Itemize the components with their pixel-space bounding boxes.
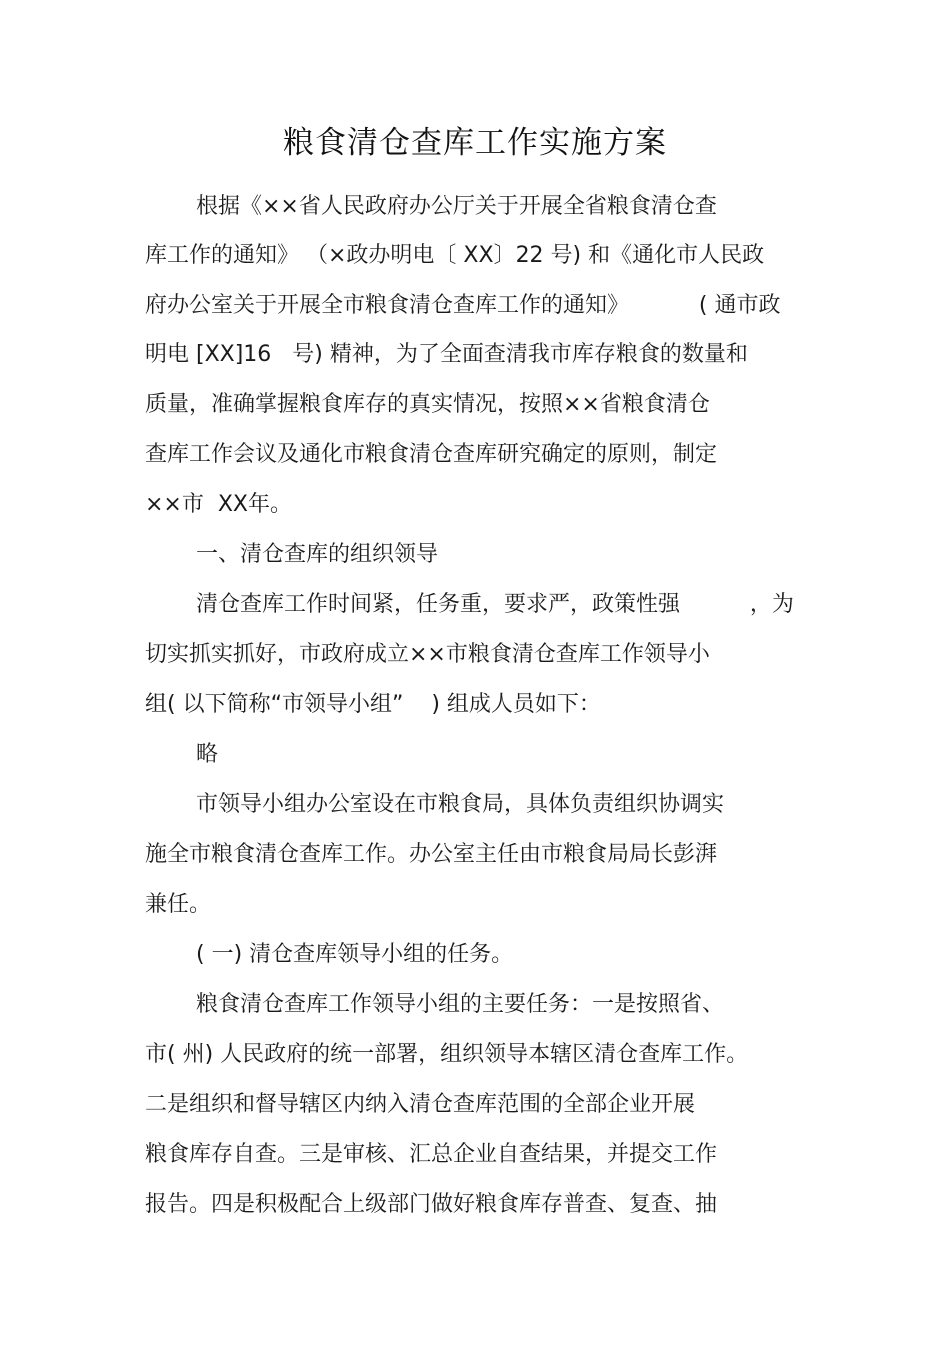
paragraph-line: 组( 以下简称“市领导小组” ) 组成人员如下： — [145, 692, 601, 717]
paragraph-line: 市领导小组办公室设在市粮食局，具体负责组织协调实 — [196, 792, 725, 817]
paragraph-line: 粮食清仓查库工作领导小组的主要任务：一是按照省、 — [196, 992, 725, 1017]
paragraph-line: 质量，准确掌握粮食库存的真实情况，按照××省粮食清仓 — [145, 392, 710, 417]
paragraph-line: 报告。四是积极配合上级部门做好粮食库存普查、复查、抽 — [145, 1192, 718, 1217]
paragraph-line: 切实抓实抓好，市政府成立××市粮食清仓查库工作领导小 — [145, 642, 710, 667]
document-title: 粮食清仓查库工作实施方案 — [283, 125, 667, 161]
paragraph-line: 府办公室关于开展全市粮食清仓查库工作的通知》 ( 通市政 — [145, 293, 781, 318]
paragraph-line: 明电 [XX]16 号) 精神，为了全面查清我市库存粮食的数量和 — [145, 342, 748, 367]
paragraph-line: 根据《××省人民政府办公厅关于开展全省粮食清仓查 — [196, 194, 717, 219]
subsection-heading: ( 一) 清仓查库领导小组的任务。 — [196, 942, 514, 967]
paragraph-line: 兼任。 — [145, 892, 212, 917]
paragraph-line: 查库工作会议及通化市粮食清仓查库研究确定的原则，制定 — [145, 442, 718, 467]
paragraph-line: 二是组织和督导辖区内纳入清仓查库范围的全部企业开展 — [145, 1092, 696, 1117]
paragraph-line: 清仓查库工作时间紧，任务重，要求严，政策性强 ，为 — [196, 592, 794, 617]
section-heading: 一、清仓查库的组织领导 — [196, 542, 439, 567]
paragraph-line: ××市 XX年。 — [145, 492, 292, 517]
paragraph-line: 施全市粮食清仓查库工作。办公室主任由市粮食局局长彭湃 — [145, 842, 718, 867]
paragraph-line: 市( 州) 人民政府的统一部署，组织领导本辖区清仓查库工作。 — [145, 1042, 749, 1067]
paragraph-line: 略 — [196, 742, 219, 767]
paragraph-line: 粮食库存自查。三是审核、汇总企业自查结果，并提交工作 — [145, 1142, 718, 1167]
paragraph-line: 库工作的通知》 （×政办明电〔 XX〕22 号) 和《通化市人民政 — [145, 243, 765, 268]
